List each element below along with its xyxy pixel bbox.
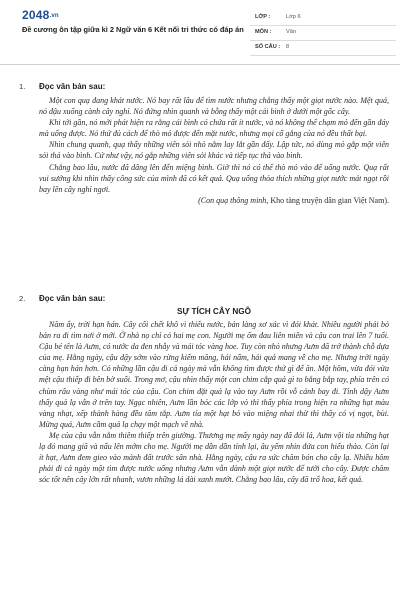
meta-row-question-count: [250, 41, 396, 56]
passage-paragraph: Một con quạ đang khát nước. Nó bay rất lâu để tìm nước nhưng chẳng thấy một giọt nước nào. Mệt quá, nó đậu xuống cành cây nghỉ. Nó đứng nhìn quanh và bỗng thấy một cái bình ở dưới một gốc cây.: [39, 96, 389, 117]
story-title: SỰ TÍCH CÂY NGÔ: [177, 307, 251, 316]
meta-key: LỚP :: [255, 14, 271, 20]
passage-paragraph: Khi tới gần, nó mới phát hiện ra rằng cái bình có chứa rất ít nước, và nó không thể chạm mỏ đến gần đáy mà uống được. Nó thử đủ cách để thò mỏ được đến mặt nước, nhưng mọi cố gắng của nó đều thất bại.: [39, 118, 389, 139]
header-divider: [0, 64, 400, 65]
question-number: 1.: [19, 82, 26, 91]
meta-row-subject: [250, 26, 396, 41]
question-section-1: [19, 82, 393, 282]
document-title: Đề cương ôn tập giữa kì 2 Ngữ văn 6 Kết nối tri thức có đáp án: [22, 25, 244, 34]
passage-text: [39, 95, 389, 206]
passage-paragraph: Mẹ của cậu vẫn nằm thiêm thiếp trên giường. Thương mẹ mấy ngày nay đã đói lả, Aưm vội tỉa những hạt lạ đó mang giã và nấu lên mớm cho mẹ. Người mẹ dần dần tỉnh lại, âu yếm nhìn đứa con hiếu thảo. Còn lại ít hạt, Aưm đem gieo vào mảnh đất trước sân nhà. Hằng ngày, cậu ra sức chăm bón cho cây lạ. Nhiều hôm phải đi cả ngày một tìm được nước uống nhưng Aưm vẫn dành một giọt nước để tưới cho cây. Được chăm sóc tốt nên cây lớn rất nhanh, vươn những lá dài xanh mướt. Chẳng bao lâu, cây đã trổ hoa, kết quả.: [39, 430, 389, 485]
passage-paragraph: Chẳng bao lâu, nước đã dâng lên đến miệng bình. Giờ thì nó có thể thò mỏ vào để uống nước. Quạ rất vui sướng khi nhìn thấy công sức của mình đã có kết quả. Quạ uống thỏa thích những giọt nước mát ngọt rồi bay lên cây nghỉ ngơi.: [39, 162, 389, 194]
source-origin: Kho tàng truyện dân gian Việt Nam).: [268, 195, 389, 205]
document-meta: [250, 11, 396, 56]
passage-text: [39, 319, 389, 485]
question-heading: Đọc văn bản sau:: [39, 82, 106, 91]
meta-value: 8: [286, 44, 290, 50]
question-section-2: [19, 294, 393, 600]
meta-key: MÔN :: [255, 29, 272, 35]
logo-tld: .vn: [49, 12, 59, 19]
source-title: (Con quạ thông minh,: [198, 195, 269, 205]
question-number: 2.: [19, 294, 26, 303]
question-heading: Đọc văn bản sau:: [39, 294, 106, 303]
passage-paragraph: Năm ấy, trời hạn hán. Cây cối chết khô vì thiếu nước, bản làng xơ xác vì đói khát. Nhiều người phải bỏ bản ra đi tìm nơi ở mới. Ở nhà nọ chỉ có hai mẹ con. Người mẹ ốm đau liên miên và cậu con trai lên 7 tuổi. Cậu bé tên là Aưm, có nước da đen nhẫy và mái tóc vàng hoe. Tuy còn nhỏ nhưng Aưm đã trở thành chỗ dựa của mẹ. Hằng ngày, cậu dậy sớm vào rừng kiếm măng, hái nấm, hái quả mang về cho mẹ. Nhưng trời ngày càng hạn hán hơn. Có những lần cậu đi cả ngày mà vẫn không tìm được thứ gì để ăn. Một hôm, vừa đói vừa mệt cậu thiếp đi bên bờ suối. Trong mơ, cậu nhìn thấy một con chim cắp quả gì to bằng bắp tay, phía trên có chùm râu vàng như mái tóc của cậu. Con chim đặt quả lạ vào tay Aưm rồi vỗ cánh bay đi. Tỉnh dậy Aưm thấy quả lạ vẫn ở trên tay. Ngạc nhiên, Aưm lần bóc các lớp vỏ thì thấy phía trong hiện ra những hạt màu vàng nhạt, xếp thành hàng đều tăm tắp. Aưm tỉa một hạt bỏ vào miệng nhai thử thì thấy có vị ngọt, bùi. Mừng quá, Aưm cầm quả lạ chạy một mạch về nhà.: [39, 320, 389, 429]
meta-value: Lớp 6: [286, 14, 301, 20]
passage-paragraph: Nhìn chung quanh, quạ thấy những viên sỏi nhỏ nằm lay lắt gần đấy. Lập tức, nó dùng mỏ gắp một viên sỏi thả vào bình. Cứ như vậy, nó gắp những viên sỏi khác và tiếp tục thả vào bình.: [39, 140, 389, 161]
meta-key: SỐ CÂU :: [255, 44, 281, 50]
meta-row-class: [250, 11, 396, 26]
passage-source: [39, 195, 389, 206]
document-header: [0, 0, 400, 63]
meta-value: Văn: [286, 29, 296, 35]
logo-text: 2048: [22, 8, 50, 22]
